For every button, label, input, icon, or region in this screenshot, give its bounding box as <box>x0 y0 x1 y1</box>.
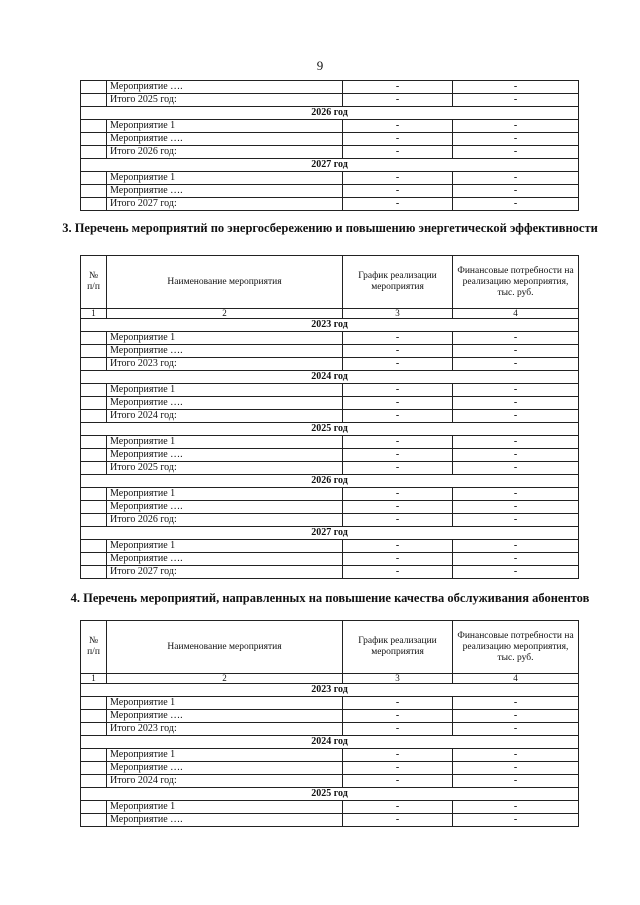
schedule-cell: - <box>343 514 453 527</box>
section-3-table <box>80 255 579 579</box>
activity-label: Мероприятие …. <box>107 81 343 94</box>
total-label: Итого 2027 год: <box>107 566 343 579</box>
schedule-cell: - <box>343 697 453 710</box>
section-3-title: 3. Перечень мероприятий по энергосбережению и повышению энергетической эффективности <box>62 221 598 235</box>
table-row <box>81 185 579 198</box>
financing-cell: - <box>453 749 579 762</box>
year-label: 2025 год <box>81 788 579 801</box>
financing-cell: - <box>453 81 579 94</box>
activity-label: Мероприятие 1 <box>107 436 343 449</box>
financing-cell: - <box>453 462 579 475</box>
table-row <box>81 540 579 553</box>
row-number-cell <box>81 710 107 723</box>
year-row <box>81 788 579 801</box>
column-number: 2 <box>107 309 343 319</box>
total-label: Итого 2026 год: <box>107 514 343 527</box>
activity-label: Мероприятие …. <box>107 345 343 358</box>
schedule-cell: - <box>343 146 453 159</box>
table-row <box>81 814 579 827</box>
year-row <box>81 159 579 172</box>
year-row <box>81 107 579 120</box>
schedule-cell: - <box>343 775 453 788</box>
financing-cell: - <box>453 332 579 345</box>
row-number-cell <box>81 501 107 514</box>
financing-cell: - <box>453 553 579 566</box>
activity-label: Мероприятие 1 <box>107 540 343 553</box>
column-number: 3 <box>343 309 453 319</box>
financing-cell: - <box>453 697 579 710</box>
table-row <box>81 697 579 710</box>
row-number-cell <box>81 697 107 710</box>
year-label: 2024 год <box>81 736 579 749</box>
activity-label: Мероприятие …. <box>107 501 343 514</box>
year-label: 2023 год <box>81 319 579 332</box>
financing-cell: - <box>453 397 579 410</box>
page-number: 9 <box>316 58 324 73</box>
year-label: 2026 год <box>81 107 579 120</box>
row-number-cell <box>81 397 107 410</box>
table-row <box>81 514 579 527</box>
financing-cell: - <box>453 762 579 775</box>
column-header: Финансовые потребности на реализацию мероприятия, тыс. руб. <box>453 621 579 674</box>
schedule-cell: - <box>343 384 453 397</box>
year-row <box>81 371 579 384</box>
financing-cell: - <box>453 436 579 449</box>
table-row <box>81 749 579 762</box>
year-label: 2027 год <box>81 527 579 540</box>
table-row <box>81 710 579 723</box>
row-number-cell <box>81 172 107 185</box>
row-number-cell <box>81 514 107 527</box>
row-number-cell <box>81 384 107 397</box>
activity-label: Мероприятие …. <box>107 449 343 462</box>
table-row <box>81 723 579 736</box>
activity-label: Мероприятие …. <box>107 133 343 146</box>
column-number: 2 <box>107 674 343 684</box>
activity-label: Мероприятие 1 <box>107 697 343 710</box>
schedule-cell: - <box>343 488 453 501</box>
total-label: Итого 2024 год: <box>107 410 343 423</box>
table-row <box>81 449 579 462</box>
schedule-cell: - <box>343 501 453 514</box>
schedule-cell: - <box>343 332 453 345</box>
year-row <box>81 475 579 488</box>
financing-cell: - <box>453 410 579 423</box>
table-row <box>81 198 579 211</box>
activity-label: Мероприятие …. <box>107 553 343 566</box>
column-header: Финансовые потребности на реализацию мероприятия, тыс. руб. <box>453 256 579 309</box>
table-row <box>81 410 579 423</box>
financing-cell: - <box>453 801 579 814</box>
schedule-cell: - <box>343 449 453 462</box>
section-4-title: 4. Перечень мероприятий, направленных на повышение качества обслуживания абонентов <box>70 591 590 605</box>
row-number-cell <box>81 185 107 198</box>
year-label: 2024 год <box>81 371 579 384</box>
financing-cell: - <box>453 449 579 462</box>
schedule-cell: - <box>343 358 453 371</box>
year-label: 2027 год <box>81 159 579 172</box>
schedule-cell: - <box>343 172 453 185</box>
year-row <box>81 423 579 436</box>
schedule-cell: - <box>343 120 453 133</box>
financing-cell: - <box>453 710 579 723</box>
schedule-cell: - <box>343 410 453 423</box>
section-4-table <box>80 620 579 827</box>
activity-label: Мероприятие …. <box>107 397 343 410</box>
table-row <box>81 762 579 775</box>
activity-label: Мероприятие 1 <box>107 749 343 762</box>
row-number-cell <box>81 462 107 475</box>
total-label: Итого 2025 год: <box>107 462 343 475</box>
row-number-cell <box>81 775 107 788</box>
table-header-row <box>81 621 579 674</box>
row-number-cell <box>81 345 107 358</box>
schedule-cell: - <box>343 185 453 198</box>
column-header: Наименование мероприятия <box>107 256 343 309</box>
row-number-cell <box>81 749 107 762</box>
activity-label: Мероприятие …. <box>107 710 343 723</box>
year-row <box>81 527 579 540</box>
schedule-cell: - <box>343 436 453 449</box>
schedule-cell: - <box>343 749 453 762</box>
column-number-row <box>81 674 579 684</box>
total-label: Итого 2024 год: <box>107 775 343 788</box>
schedule-cell: - <box>343 801 453 814</box>
year-label: 2025 год <box>81 423 579 436</box>
financing-cell: - <box>453 198 579 211</box>
row-number-cell <box>81 553 107 566</box>
row-number-cell <box>81 540 107 553</box>
year-label: 2026 год <box>81 475 579 488</box>
financing-cell: - <box>453 501 579 514</box>
schedule-cell: - <box>343 814 453 827</box>
table-row <box>81 553 579 566</box>
continuation-table <box>80 80 579 211</box>
financing-cell: - <box>453 185 579 198</box>
column-number: 4 <box>453 309 579 319</box>
financing-cell: - <box>453 723 579 736</box>
row-number-cell <box>81 332 107 345</box>
column-header: № п/п <box>81 256 107 309</box>
table-row <box>81 81 579 94</box>
activity-label: Мероприятие 1 <box>107 488 343 501</box>
table-row <box>81 133 579 146</box>
table-header-row <box>81 256 579 309</box>
activity-label: Мероприятие 1 <box>107 332 343 345</box>
activity-label: Мероприятие …. <box>107 185 343 198</box>
table-row <box>81 120 579 133</box>
table-row <box>81 172 579 185</box>
financing-cell: - <box>453 814 579 827</box>
table-row <box>81 384 579 397</box>
table-row <box>81 566 579 579</box>
schedule-cell: - <box>343 133 453 146</box>
table-row <box>81 397 579 410</box>
financing-cell: - <box>453 146 579 159</box>
table-row <box>81 345 579 358</box>
table-row <box>81 332 579 345</box>
column-header: График реализации мероприятия <box>343 621 453 674</box>
row-number-cell <box>81 436 107 449</box>
total-label: Итого 2023 год: <box>107 358 343 371</box>
schedule-cell: - <box>343 723 453 736</box>
financing-cell: - <box>453 775 579 788</box>
activity-label: Мероприятие 1 <box>107 801 343 814</box>
financing-cell: - <box>453 488 579 501</box>
column-header: № п/п <box>81 621 107 674</box>
row-number-cell <box>81 762 107 775</box>
financing-cell: - <box>453 133 579 146</box>
total-label: Итого 2025 год: <box>107 94 343 107</box>
column-header: Наименование мероприятия <box>107 621 343 674</box>
activity-label: Мероприятие …. <box>107 814 343 827</box>
table-row <box>81 462 579 475</box>
schedule-cell: - <box>343 198 453 211</box>
table-row <box>81 146 579 159</box>
row-number-cell <box>81 133 107 146</box>
financing-cell: - <box>453 172 579 185</box>
table-row <box>81 775 579 788</box>
schedule-cell: - <box>343 566 453 579</box>
schedule-cell: - <box>343 540 453 553</box>
row-number-cell <box>81 410 107 423</box>
financing-cell: - <box>453 120 579 133</box>
financing-cell: - <box>453 384 579 397</box>
column-header: График реализации мероприятия <box>343 256 453 309</box>
table-row <box>81 801 579 814</box>
schedule-cell: - <box>343 710 453 723</box>
total-label: Итого 2027 год: <box>107 198 343 211</box>
table-row <box>81 358 579 371</box>
activity-label: Мероприятие 1 <box>107 384 343 397</box>
financing-cell: - <box>453 540 579 553</box>
row-number-cell <box>81 449 107 462</box>
financing-cell: - <box>453 94 579 107</box>
table-row <box>81 436 579 449</box>
row-number-cell <box>81 801 107 814</box>
financing-cell: - <box>453 514 579 527</box>
row-number-cell <box>81 81 107 94</box>
activity-label: Мероприятие 1 <box>107 120 343 133</box>
schedule-cell: - <box>343 94 453 107</box>
activity-label: Мероприятие …. <box>107 762 343 775</box>
schedule-cell: - <box>343 397 453 410</box>
column-number: 1 <box>81 309 107 319</box>
year-row <box>81 684 579 697</box>
financing-cell: - <box>453 566 579 579</box>
row-number-cell <box>81 358 107 371</box>
column-number: 1 <box>81 674 107 684</box>
schedule-cell: - <box>343 81 453 94</box>
total-label: Итого 2026 год: <box>107 146 343 159</box>
row-number-cell <box>81 94 107 107</box>
row-number-cell <box>81 120 107 133</box>
financing-cell: - <box>453 358 579 371</box>
table-row <box>81 94 579 107</box>
column-number: 3 <box>343 674 453 684</box>
schedule-cell: - <box>343 345 453 358</box>
table-row <box>81 501 579 514</box>
row-number-cell <box>81 198 107 211</box>
row-number-cell <box>81 488 107 501</box>
schedule-cell: - <box>343 553 453 566</box>
row-number-cell <box>81 146 107 159</box>
year-row <box>81 319 579 332</box>
schedule-cell: - <box>343 462 453 475</box>
column-number-row <box>81 309 579 319</box>
column-number: 4 <box>453 674 579 684</box>
year-label: 2023 год <box>81 684 579 697</box>
row-number-cell <box>81 814 107 827</box>
year-row <box>81 736 579 749</box>
schedule-cell: - <box>343 762 453 775</box>
row-number-cell <box>81 566 107 579</box>
activity-label: Мероприятие 1 <box>107 172 343 185</box>
table-row <box>81 488 579 501</box>
financing-cell: - <box>453 345 579 358</box>
total-label: Итого 2023 год: <box>107 723 343 736</box>
row-number-cell <box>81 723 107 736</box>
